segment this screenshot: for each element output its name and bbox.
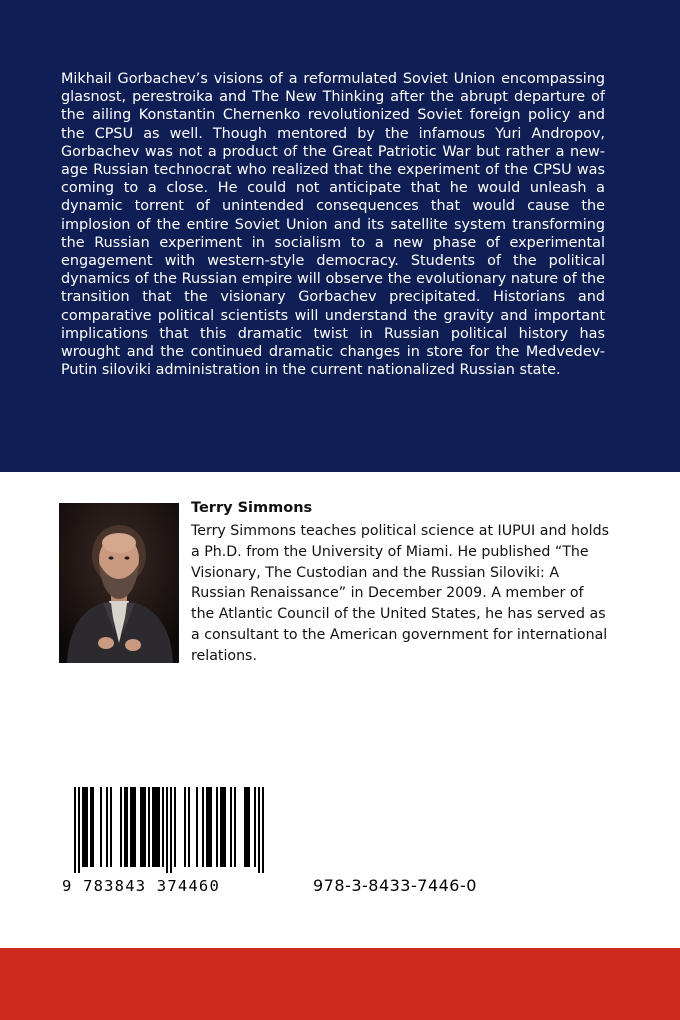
barcode-bar (158, 787, 160, 867)
bottom-color-band (0, 948, 680, 1020)
barcode-bar (142, 787, 144, 867)
barcode-bar (74, 787, 76, 873)
barcode-bar (170, 787, 172, 873)
barcode-bar (184, 787, 186, 867)
barcode-bar (90, 787, 92, 867)
barcode-digits: 9 783843 374460 (62, 877, 220, 895)
barcode-bar (84, 787, 86, 867)
barcode-bar (156, 787, 158, 867)
barcode-bar (222, 787, 224, 867)
back-cover-top-panel (0, 0, 680, 472)
barcode-bar (208, 787, 210, 867)
barcode-bar (230, 787, 232, 867)
barcode-bar (152, 787, 154, 867)
author-name: Terry Simmons (191, 500, 313, 516)
barcode-bar (134, 787, 136, 867)
barcode-bar (82, 787, 84, 867)
author-photo (59, 503, 179, 663)
barcode-bar (216, 787, 218, 867)
barcode-bar (196, 787, 198, 867)
barcode-icon (62, 787, 274, 875)
barcode-bar (166, 787, 168, 873)
barcode-bar (258, 787, 260, 873)
author-portrait-icon (59, 503, 179, 663)
barcode-bar (220, 787, 222, 867)
barcode-bar (234, 787, 236, 867)
barcode-bar (126, 787, 128, 867)
barcode-bar (224, 787, 226, 867)
barcode-bar (254, 787, 256, 867)
barcode-bar (106, 787, 108, 867)
author-bio: Terry Simmons teaches political science at IUPUI and holds a Ph.D. from the University of Miami. He published “The Visionary, The Custodian and the Russian Siloviki: A Russian Renaissance” in December 2009. A member of the Atlantic Council of the United States, he has served as a consultant to the American government for international relations. (191, 523, 609, 664)
barcode-bar (262, 787, 264, 873)
barcode-bar (174, 787, 176, 867)
barcode-bar (162, 787, 164, 867)
barcode-bar (110, 787, 112, 867)
barcode-bar (78, 787, 80, 873)
barcode-bar (144, 787, 146, 867)
barcode-bar (188, 787, 190, 867)
barcode-bar (130, 787, 132, 867)
barcode-bar (248, 787, 250, 867)
barcode-bar (202, 787, 204, 867)
barcode-bar (124, 787, 126, 867)
barcode-bar (100, 787, 102, 867)
barcode-bar (154, 787, 156, 867)
barcode-bar (132, 787, 134, 867)
barcode-bar (120, 787, 122, 867)
barcode-bar (148, 787, 150, 867)
barcode-bar (92, 787, 94, 867)
barcode-bar (206, 787, 208, 867)
barcode-bar (86, 787, 88, 867)
barcode-bar (210, 787, 212, 867)
isbn-number: 978-3-8433-7446-0 (313, 876, 477, 895)
barcode-bar (246, 787, 248, 867)
barcode-bar (140, 787, 142, 867)
barcode-bar (244, 787, 246, 867)
book-blurb: Mikhail Gorbachev’s visions of a reformulated Soviet Union encompassing glasnost, perestroika and The New Thinking after the abrupt departure of the ailing Konstantin Chernenko revolutionized Soviet foreign policy and the CPSU as well. Though mentored by the infamous Yuri Andropov, Gorbachev was not a product of the Great Patriotic War but rather a new-age Russian technocrat who realized that the experiment of the CPSU was coming to a close. He could not anticipate that he would unleash a dynamic torrent of unintended consequences that would cause the implosion of the entire Soviet Union and its satellite system transforming the Russian experiment in socialism to a new phase of experimental engagement with western-style democracy. Students of the political dynamics of the Russian empire will observe the evolutionary nature of the transition that the visionary Gorbachev precipitated. Historians and comparative political scientists will understand the gravity and important implications that this dramatic twist in Russian political history has wrought and the continued dramatic changes in store for the Medvedev-Putin siloviki administration in the current nationalized Russian state. (61, 71, 605, 379)
